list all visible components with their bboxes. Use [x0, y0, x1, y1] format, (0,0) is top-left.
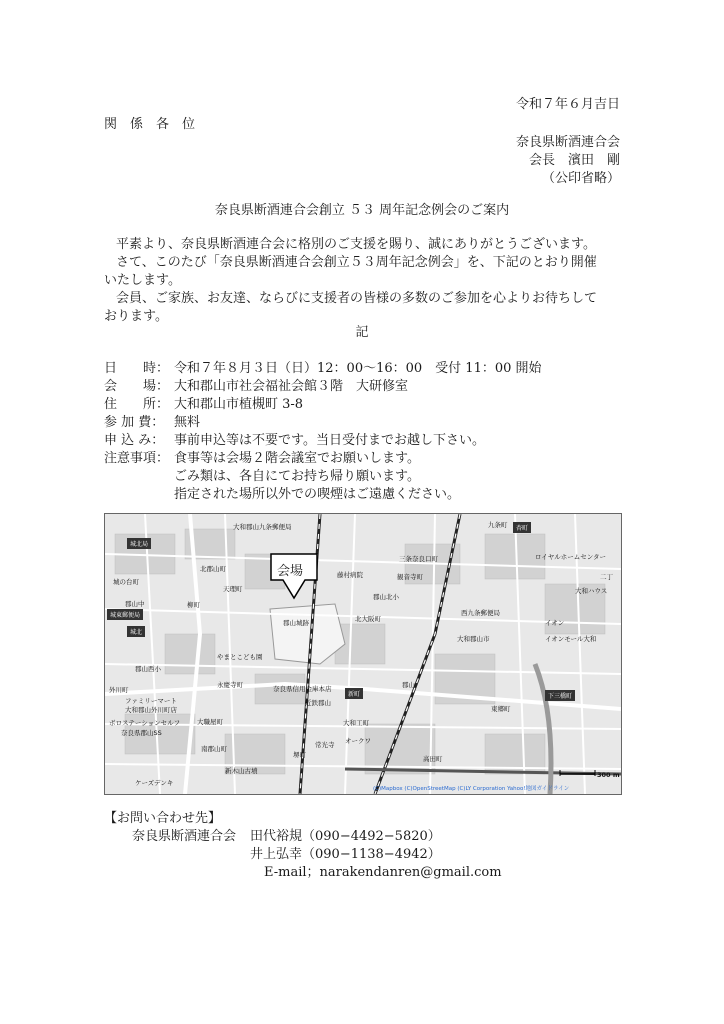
map-label: やまとこども園 [217, 653, 263, 661]
sender-org: 奈良県断酒連合会 [515, 135, 620, 150]
sender-name: 会長 濱田 剛 [528, 153, 620, 168]
map-label: 下三橋町 [545, 690, 575, 701]
contact-email: E-mail；narakendanren@gmail.com [264, 865, 502, 880]
map-label: 九条町 [488, 521, 508, 529]
contact-heading: 【お問い合わせ先】 [104, 811, 222, 826]
map-label: オークワ [345, 737, 371, 745]
map-label: 東郷町 [491, 705, 511, 713]
map-label: 奈良県信用金庫本店 [273, 685, 332, 693]
body-line-4: 会員、ご家族、お友達、ならびに支援者の皆様の多数のご参加を心よりお待ちして [116, 291, 598, 306]
contact-org: 奈良県断酒連合会 [132, 829, 237, 844]
map-label: 郡山北小 [373, 593, 399, 601]
date: 令和７年６月吉日 [515, 97, 620, 112]
detail-label: 会 場： [104, 379, 170, 394]
map-label: 大和郡山市 [457, 635, 490, 643]
map-attribution: (C)Mapbox (C)OpenStreetMap (C)LY Corporation Yahoo!地図ガイドライン [373, 786, 570, 792]
map-label: 郡山城跡 [283, 619, 309, 627]
detail-value: 大和郡山市植槻町 3-8 [174, 397, 304, 412]
map-label: 観音寺町 [397, 573, 423, 581]
document-title: 奈良県断酒連合会創立 ５３ 周年記念例会のご案内 [214, 203, 510, 218]
ki-mark: 記 [355, 325, 369, 340]
detail-value-note-2: ごみ類は、各自にてお持ち帰り願います。 [174, 469, 420, 484]
map-label: 城北局 [127, 538, 151, 549]
detail-value: 食事等は会場２階会議室でお願いします。 [174, 451, 420, 466]
detail-value: 事前申込等は不要です。当日受付までお越し下さい。 [174, 433, 485, 448]
map-label: 外川町 [109, 686, 129, 694]
detail-value-note-3: 指定された場所以外での喫煙はご遠慮ください。 [174, 487, 461, 502]
map-label: 三条奈良口町 [399, 555, 438, 563]
map-label: 郡山 [402, 681, 415, 689]
map-label: 城の台町 [113, 578, 139, 586]
map-label: ロイヤルホームセンター [535, 553, 606, 561]
map-label: 大職屋町 [197, 718, 223, 726]
map-label: 新町 [345, 688, 363, 699]
detail-value: 令和７年８月３日（日）12：00～16：00 受付 11：00 開始 [174, 361, 542, 376]
body-line-5: おります。 [104, 309, 168, 324]
map-label: ボロステーションセルフ [109, 719, 181, 727]
map-label: 北郡山町 [200, 565, 226, 573]
map-label: 大和ハウス [575, 587, 608, 595]
map-label: 城北 [127, 626, 145, 637]
map-label: 近鉄郡山 [305, 699, 331, 707]
map-label: 杏町 [513, 522, 531, 533]
map-label: 新木山古墳 [225, 767, 258, 775]
venue-callout-label: 会場 [277, 564, 304, 579]
map-label: 藤村病院 [337, 571, 363, 579]
map-label: 柳町 [187, 601, 200, 609]
map-label: イオン [545, 619, 565, 627]
detail-label: 参 加 費： [104, 415, 165, 430]
map-label: 奈良県郡山SS [121, 729, 162, 737]
detail-value: 無料 [174, 415, 201, 430]
detail-label: 住 所： [104, 397, 170, 412]
map-scale-label: 300 m [597, 771, 620, 779]
map-label: 郡山西小 [135, 665, 161, 673]
map-label: イオンモール大和 [545, 635, 597, 643]
recipient: 関 係 各 位 [104, 117, 196, 132]
contact-person-2: 井上弘幸（090−1138−4942） [250, 847, 441, 862]
map-label: 北大阪町 [355, 615, 381, 623]
detail-label: 注意事項： [104, 451, 170, 466]
map-label: 城東郵便局 [107, 609, 143, 620]
venue-map [104, 513, 622, 795]
map-label: 南郡山町 [201, 745, 227, 753]
body-line-3: いたします。 [104, 273, 181, 288]
map-label: 永慶寺町 [217, 681, 243, 689]
detail-label: 日 時： [104, 361, 170, 376]
body-line-1: 平素より、奈良県断酒連合会に格別のご支援を賜り、誠にありがとうございます。 [116, 237, 596, 252]
body-line-2: さて、このたび「奈良県断酒連合会創立５３周年記念例会」を、下記のとおり開催 [116, 255, 597, 270]
seal-note: （公印省略） [541, 171, 620, 186]
map-label: ケーズデンキ [135, 779, 174, 787]
map-label: ファミリーマート [125, 697, 177, 705]
map-label: 大和郡山九条郵便局 [233, 523, 292, 531]
detail-label: 申 込 み： [104, 433, 165, 448]
map-label: 高田町 [423, 755, 443, 763]
map-label: 郡山中 [125, 600, 145, 608]
contact-person-1: 田代裕規（090−4492−5820） [250, 829, 441, 844]
map-label: 堺町 [293, 751, 306, 759]
map-label: 西九条郵便局 [461, 609, 500, 617]
map-label: 二丁 [600, 573, 613, 581]
map-label: 大和郡山外川町店 [125, 706, 177, 714]
map-label: 大和工町 [343, 719, 369, 727]
map-label: 常光寺 [315, 741, 335, 749]
detail-value: 大和郡山市社会福祉会館３階 大研修室 [174, 379, 409, 394]
map-label: 天理町 [223, 585, 243, 593]
